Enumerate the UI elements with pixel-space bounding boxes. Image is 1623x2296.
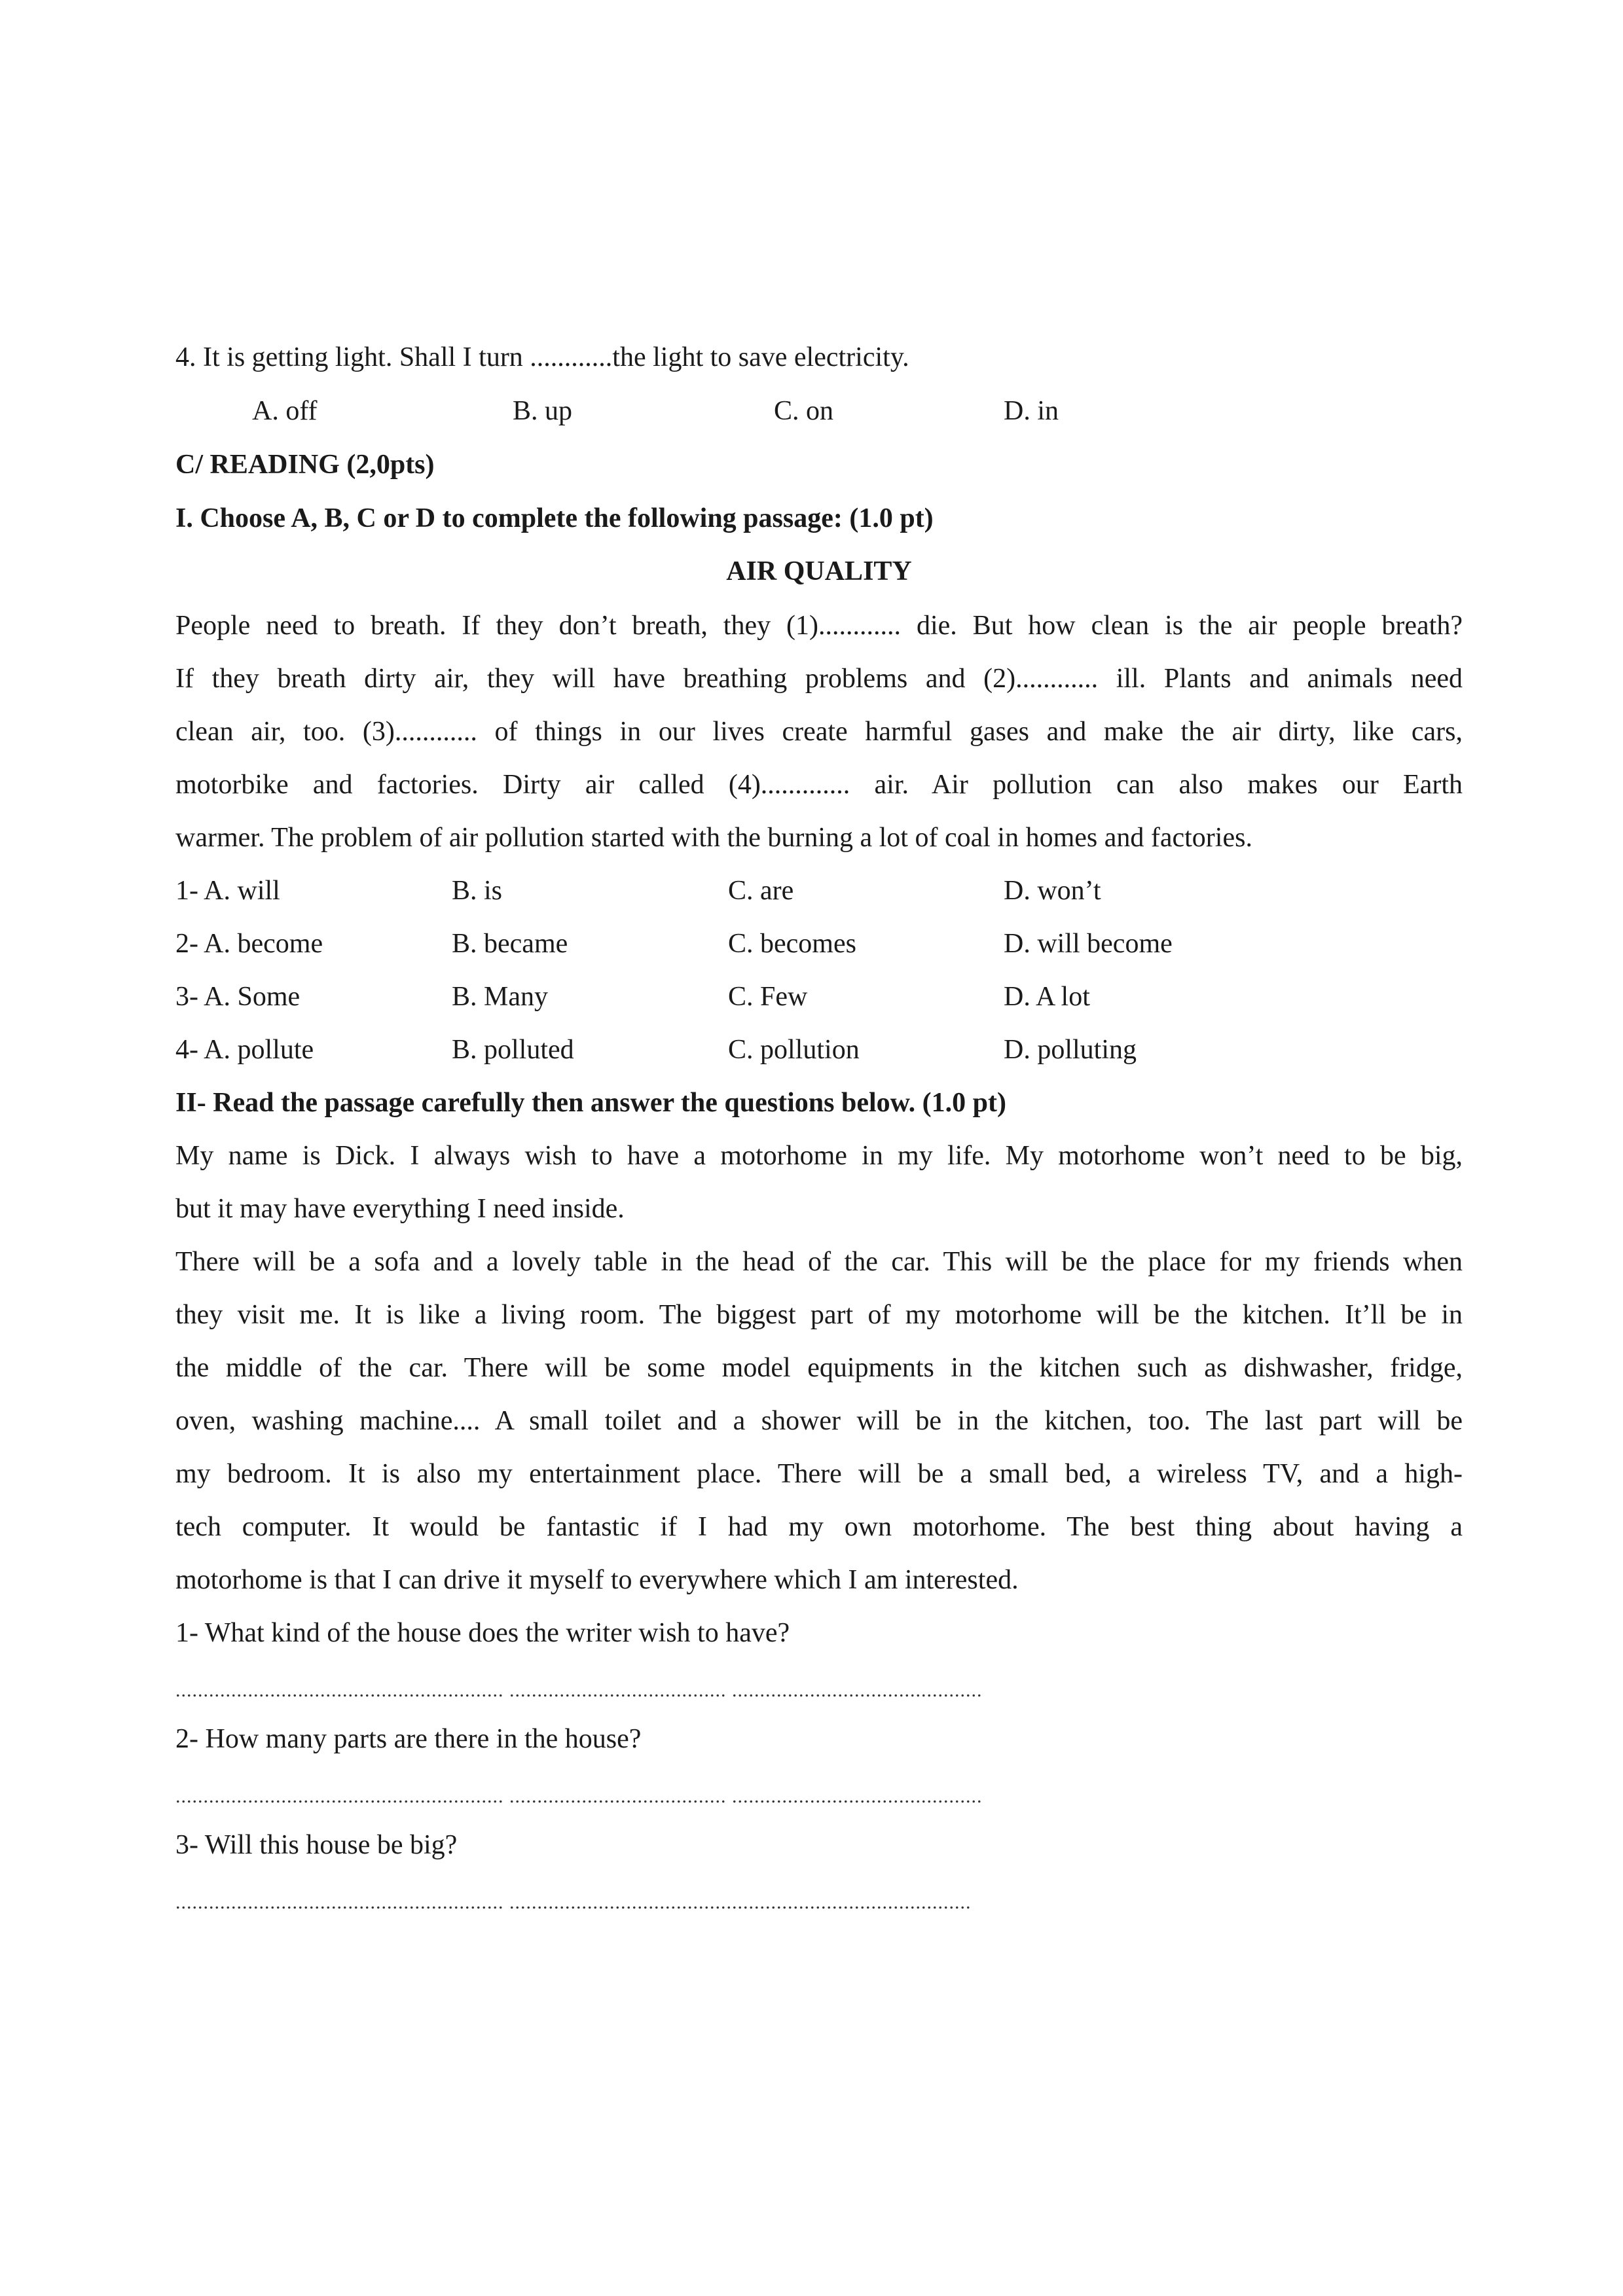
answer-line-3[interactable]: ........................................................... ................................................................................... (175, 1892, 972, 1913)
passage1-line: People need to breath. If they don’t breath, they (1)............ die. But how clean is the air people breath? (175, 611, 1463, 641)
answer-line-2[interactable]: ........................................................... ....................................... ............................................. (175, 1785, 983, 1807)
passage2-line: my bedroom. It is also my entertainment place. There will be a small bed, a wireless TV, and a high- (175, 1459, 1463, 1489)
open-question-1: 1- What kind of the house does the writer wish to have? (175, 1618, 790, 1648)
open-question-2: 2- How many parts are there in the house? (175, 1724, 642, 1754)
passage1-line: clean air, too. (3)............ of things in our lives create harmful gases and make the air dirty, like cars, (175, 717, 1463, 747)
passage2-line: There will be a sofa and a lovely table in the head of the car. This will be the place for my friends when (175, 1247, 1463, 1277)
open-question-3: 3- Will this house be big? (175, 1830, 458, 1860)
passage2-line: tech computer. It would be fantastic if I had my own motorhome. The best thing about having a (175, 1512, 1463, 1542)
section-heading: C/ READING (2,0pts) (175, 450, 435, 480)
passage2-line: the middle of the car. There will be some model equipments in the kitchen such as dishwasher, fridge, (175, 1353, 1463, 1383)
passage1-line: If they breath dirty air, they will have breathing problems and (2)............ ill. Plants and animals need (175, 664, 1463, 694)
passage2-line: oven, washing machine.... A small toilet and a shower will be in the kitchen, too. The last part will be (175, 1406, 1463, 1436)
q1-option-b: B. is (452, 876, 503, 906)
passage2-line: My name is Dick. I always wish to have a motorhome in my life. My motorhome won’t need to be big, (175, 1141, 1463, 1171)
passage1-line: warmer. The problem of air pollution started with the burning a lot of coal in homes and factories. (175, 823, 1252, 853)
q3-option-d: D. A lot (1004, 982, 1090, 1012)
q4b-option-b: B. polluted (452, 1035, 574, 1065)
q4b-option-a: 4- A. pollute (175, 1035, 314, 1065)
q1-option-c: C. are (728, 876, 794, 906)
q2-option-d: D. will become (1004, 929, 1173, 959)
q4-option-b: B. up (513, 396, 573, 426)
passage2-line: they visit me. It is like a living room. The biggest part of my motorhome will be the kitchen. It’ll be in (175, 1300, 1463, 1330)
q3-option-b: B. Many (452, 982, 548, 1012)
passage2-line: motorhome is that I can drive it myself to everywhere which I am interested. (175, 1565, 1019, 1595)
q3-option-a: 3- A. Some (175, 982, 301, 1012)
q3-option-c: C. Few (728, 982, 808, 1012)
part1-instruction: I. Choose A, B, C or D to complete the following passage: (1.0 pt) (175, 503, 934, 533)
q4b-option-c: C. pollution (728, 1035, 860, 1065)
q4-question: 4. It is getting light. Shall I turn ............the light to save electricity. (175, 342, 909, 372)
answer-line-1[interactable]: ........................................................... ....................................... ............................................. (175, 1679, 983, 1701)
q2-option-c: C. becomes (728, 929, 856, 959)
q4-option-d: D. in (1004, 396, 1059, 426)
q4-option-a: A. off (252, 396, 318, 426)
passage2-line: but it may have everything I need inside. (175, 1194, 625, 1224)
q2-option-a: 2- A. become (175, 929, 323, 959)
q2-option-b: B. became (452, 929, 568, 959)
passage1-line: motorbike and factories. Dirty air called (4)............. air. Air pollution can also makes our Earth (175, 770, 1463, 800)
q4-option-c: C. on (774, 396, 834, 426)
part2-instruction: II- Read the passage carefully then answer the questions below. (1.0 pt) (175, 1088, 1006, 1118)
q4b-option-d: D. polluting (1004, 1035, 1137, 1065)
q1-option-a: 1- A. will (175, 876, 280, 906)
passage-title: AIR QUALITY (726, 556, 912, 586)
q1-option-d: D. won’t (1004, 876, 1101, 906)
